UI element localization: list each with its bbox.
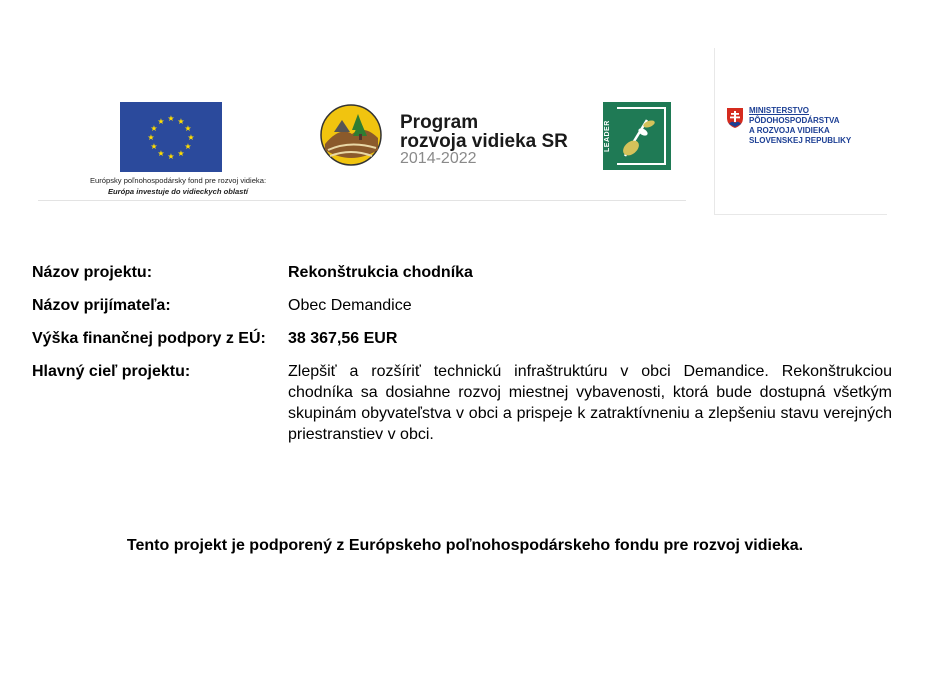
svg-text:★: ★ [177,117,185,126]
ministry-name [749,106,851,146]
recipient-value: Obec Demandice [288,297,412,314]
leader-label: LEADER [604,120,611,152]
eu-caption-line2: Európa investuje do vidieckych oblastí [107,187,249,196]
funding-value: 38 367,56 EUR [288,330,398,347]
goal-row [32,361,892,445]
project-name-row [32,262,892,283]
leader-logo [603,102,671,170]
eu-stars-icon [120,102,222,172]
ministry-line1: MINISTERSTVO [749,106,810,115]
program-title [400,113,568,167]
eu-flag-logo [120,102,222,172]
recipient-row [32,295,892,316]
svg-text:★: ★ [147,133,155,142]
recipient-label: Názov prijímateľa: [32,297,171,314]
project-name-label: Názov projektu: [32,264,153,281]
svg-text:★: ★ [167,152,175,161]
goal-label: Hlavný cieľ projektu: [32,363,191,380]
funding-label: Výška finančnej podpory z EÚ: [32,330,266,347]
prv-logo-icon [320,104,382,166]
svg-text:★: ★ [184,142,192,151]
ministry-line2: PÔDOHOSPODÁRSTVA [749,116,840,125]
leader-sprout-icon [603,102,671,170]
svg-text:★: ★ [157,149,165,158]
svg-text:★: ★ [150,124,158,133]
program-line2: rozvoja vidieka SR [400,131,568,152]
eu-caption-line1: Európsky poľnohospodársky fond pre rozvoj vidieka: [89,176,267,185]
svg-text:★: ★ [187,133,195,142]
project-name-value: Rekonštrukcia chodníka [288,264,473,281]
svg-text:★: ★ [150,142,158,151]
ministry-line3: A ROZVOJA VIDIEKA [749,126,830,135]
funding-row [32,328,892,349]
project-info [32,262,892,445]
goal-value: Zlepšiť a rozšíriť technickú infraštruktúru v obci Demandice. Rekonštrukciou chodníka sa dosiahne rozvoj miestnej vybavenosti, ktorá bude dostupná všetkým skupinám obyvateľstva v obci a prispeje k zatraktívneniu a zlepšeniu stavu verejných priestranstiev v obci. [288,363,892,443]
funding-statement: Tento projekt je podporený z Európskeho poľnohospodárskeho fondu pre rozvoj vidieka. [126,537,804,554]
logo-banner [38,100,686,201]
slovak-crest-icon [727,108,743,128]
svg-text:★: ★ [177,149,185,158]
ministry-logo [714,48,887,215]
program-line1: Program [400,112,479,133]
svg-text:★: ★ [184,124,192,133]
svg-text:★: ★ [167,114,175,123]
svg-text:★: ★ [157,117,165,126]
ministry-line4: SLOVENSKEJ REPUBLIKY [749,136,852,145]
program-years: 2014-2022 [400,150,477,167]
